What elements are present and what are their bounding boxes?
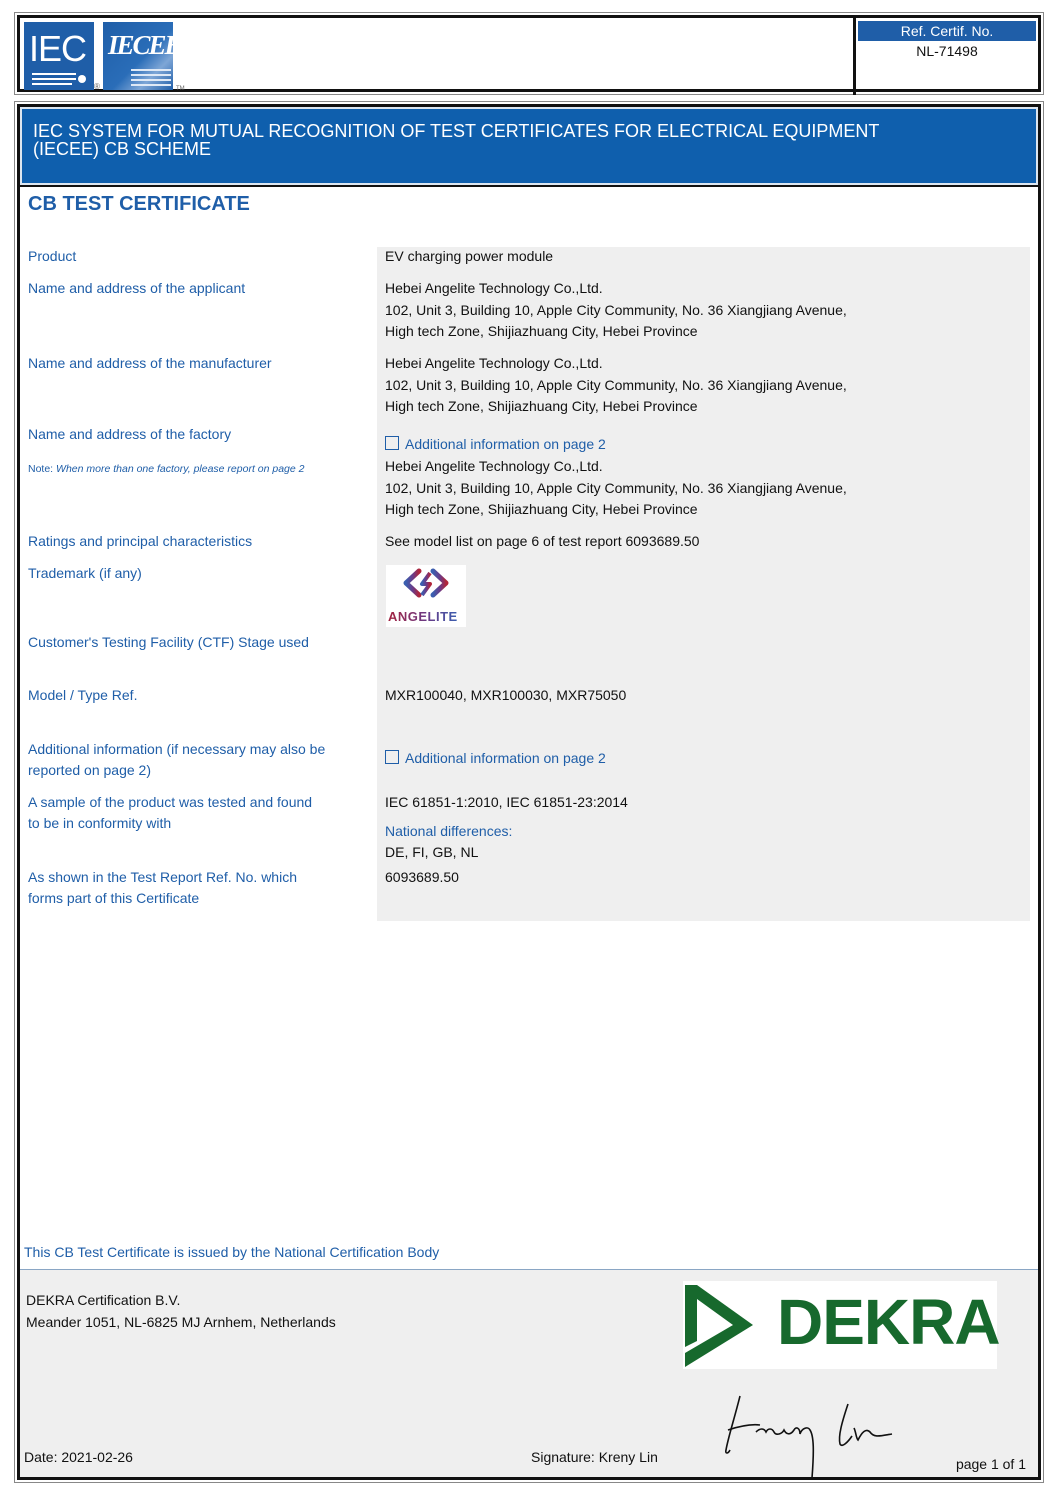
certificate-frame [14,101,1044,1483]
manufacturer-label: Name and address of the manufacturer [28,355,272,371]
issue-date: Date: 2021-02-26 [24,1449,133,1465]
angelite-logo-text: ANGELITE [388,609,458,624]
dekra-arrow-icon [683,1281,763,1369]
certification-body-section [20,1269,1038,1477]
signature-label: Signature: Kreny Lin [531,1449,658,1465]
banner-line-1: IEC SYSTEM FOR MUTUAL RECOGNITION OF TEST CERTIFICATES FOR ELECTRICAL EQUIPMENT [33,121,880,141]
conformity-label [28,792,312,834]
factory-value [385,456,847,521]
angelite-logo [386,565,466,627]
issued-by-text: This CB Test Certificate is issued by the National Certification Body [24,1244,440,1260]
factory-additional-info-label: Additional information on page 2 [405,436,606,452]
factory-note [28,463,305,475]
test-report-label [28,867,297,909]
values-panel [377,247,1030,921]
angelite-logo-icon [386,565,466,605]
additional-info-label-line-2: reported on page 2) [28,762,151,778]
ncb-details [26,1290,336,1333]
manufacturer-name: Hebei Angelite Technology Co.,Ltd. [385,355,603,371]
test-report-number: 6093689.50 [385,869,459,885]
applicant-value [385,278,847,343]
test-report-label-line-1: As shown in the Test Report Ref. No. which [28,869,297,885]
factory-address-2: High tech Zone, Shijiazhuang City, Hebei Province [385,501,698,517]
note-text: When more than one factory, please report on page 2 [56,463,305,475]
ratings-value: See model list on page 6 of test report 6093689.50 [385,533,700,549]
factory-label: Name and address of the factory [28,426,232,442]
signature-image [720,1392,910,1484]
applicant-address-2: High tech Zone, Shijiazhuang City, Hebei Province [385,323,698,339]
header-frame [14,12,1044,95]
iecee-logo [103,22,181,90]
ref-certif-label: Ref. Certif. No. [858,21,1036,41]
header [17,15,1041,92]
factory-additional-info-checkbox[interactable] [385,436,399,450]
dekra-logo [683,1281,1000,1369]
national-differences-value: DE, FI, GB, NL [385,844,479,860]
conformity-label-line-1: A sample of the product was tested and found [28,794,313,810]
ratings-label: Ratings and principal characteristics [28,533,253,549]
additional-info-checkbox-label: Additional information on page 2 [405,750,606,766]
certificate-body [17,104,1041,1480]
product-value: EV charging power module [385,248,554,264]
ref-certif-number: NL-71498 [916,43,978,59]
conformity-label-line-2: to be in conformity with [28,815,172,831]
scheme-banner [20,107,1038,185]
applicant-label: Name and address of the applicant [28,280,246,296]
ctf-label: Customer's Testing Facility (CTF) Stage used [28,634,309,650]
manufacturer-address-2: High tech Zone, Shijiazhuang City, Hebei Province [385,398,698,414]
standards-value: IEC 61851-1:2010, IEC 61851-23:2014 [385,794,628,810]
product-label: Product [28,248,77,264]
model-value: MXR100040, MXR100030, MXR75050 [385,687,627,703]
iecee-logo-text: IECEE [108,30,181,60]
additional-info-label-line-1: Additional information (if necessary may also be [28,741,326,757]
additional-info-label [28,739,325,781]
dekra-logo-text: DEKRA [777,1286,1000,1358]
additional-info-value [385,748,606,770]
applicant-address-1: 102, Unit 3, Building 10, Apple City Community, No. 36 Xiangjiang Avenue, [385,301,847,318]
manufacturer-value [385,353,847,418]
model-label: Model / Type Ref. [28,687,138,703]
test-report-label-line-2: forms part of this Certificate [28,890,200,906]
additional-info-checkbox[interactable] [385,750,399,764]
note-prefix: Note: [28,463,54,475]
applicant-name: Hebei Angelite Technology Co.,Ltd. [385,280,603,296]
factory-additional-info [385,434,606,456]
trademark-mark: TM [176,86,185,92]
iec-logo [24,22,94,90]
ref-certificate-box [853,15,1038,95]
page-title: CB TEST CERTIFICATE [28,193,250,215]
factory-address-1: 102, Unit 3, Building 10, Apple City Community, No. 36 Xiangjiang Avenue, [385,479,847,496]
national-differences-label: National differences: [385,823,513,839]
manufacturer-address-1: 102, Unit 3, Building 10, Apple City Community, No. 36 Xiangjiang Avenue, [385,376,847,393]
ncb-name: DEKRA Certification B.V. [26,1292,181,1308]
trademark-label: Trademark (if any) [28,565,142,581]
ncb-address: Meander 1051, NL-6825 MJ Arnhem, Netherlands [26,1313,336,1330]
iec-logo-text: IEC [29,28,87,69]
registered-mark: ® [94,82,100,91]
banner-line-2: (IECEE) CB SCHEME [33,139,212,159]
page-number: page 1 of 1 [955,1456,1026,1472]
factory-name: Hebei Angelite Technology Co.,Ltd. [385,458,603,474]
